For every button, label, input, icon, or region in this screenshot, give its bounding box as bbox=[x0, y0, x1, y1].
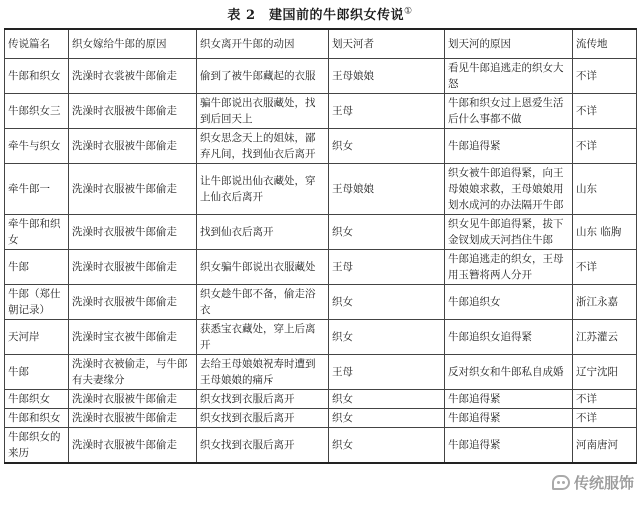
cell-marry-reason: 洗澡时衣服被牛郎偷走 bbox=[69, 164, 197, 215]
cell-title: 牛郎 bbox=[5, 250, 69, 285]
table-title-text: 表 2 建国前的牛郎织女传说 bbox=[227, 8, 404, 23]
cell-marry-reason: 洗澡时宝衣被牛郎偷走 bbox=[69, 320, 197, 355]
header-river-divider: 划天河者 bbox=[329, 29, 445, 59]
legend-table bbox=[4, 28, 637, 464]
cell-leave-motive: 织女找到衣服后离开 bbox=[197, 409, 329, 428]
cell-river-reason: 牛郎追得紧 bbox=[445, 428, 573, 464]
cell-leave-motive: 织女找到衣服后离开 bbox=[197, 428, 329, 464]
header-region: 流传地 bbox=[573, 29, 637, 59]
cell-leave-motive: 骗牛郎说出衣服藏处，找到后回天上 bbox=[197, 94, 329, 129]
table-row bbox=[5, 409, 637, 428]
cell-river-divider: 王母 bbox=[329, 355, 445, 390]
cell-region: 山东 bbox=[573, 164, 637, 215]
cell-title: 牛郎织女的来历 bbox=[5, 428, 69, 464]
table-header-row bbox=[5, 29, 637, 59]
table-row bbox=[5, 59, 637, 94]
cell-title: 牵牛郎一 bbox=[5, 164, 69, 215]
cell-river-divider: 织女 bbox=[329, 428, 445, 464]
table-title-footnote: ① bbox=[404, 6, 413, 17]
table-row bbox=[5, 355, 637, 390]
table-row bbox=[5, 428, 637, 464]
cell-river-reason: 牛郎追得紧 bbox=[445, 409, 573, 428]
cell-region: 不详 bbox=[573, 250, 637, 285]
cell-marry-reason: 洗澡时衣服被牛郎偷走 bbox=[69, 129, 197, 164]
cell-river-divider: 王母娘娘 bbox=[329, 59, 445, 94]
cell-marry-reason: 洗澡时衣服被牛郎偷走 bbox=[69, 390, 197, 409]
cell-leave-motive: 去给王母娘娘祝寿时遭到王母娘娘的痛斥 bbox=[197, 355, 329, 390]
table-row bbox=[5, 390, 637, 409]
cell-river-reason: 牛郎追得紧 bbox=[445, 129, 573, 164]
cell-river-divider: 王母娘娘 bbox=[329, 164, 445, 215]
cell-marry-reason: 洗澡时衣服被牛郎偷走 bbox=[69, 250, 197, 285]
cell-river-reason: 看见牛郎追逃走的织女大怒 bbox=[445, 59, 573, 94]
cell-leave-motive: 获悉宝衣藏处，穿上后离开 bbox=[197, 320, 329, 355]
cell-region: 山东 临朐 bbox=[573, 215, 637, 250]
cell-region: 不详 bbox=[573, 94, 637, 129]
cell-leave-motive: 织女趁牛郎不备，偷走浴衣 bbox=[197, 285, 329, 320]
cell-leave-motive: 织女思念天上的姐妹，鄙弃凡间，找到仙衣后离开 bbox=[197, 129, 329, 164]
cell-region: 不详 bbox=[573, 390, 637, 409]
cell-river-reason: 牛郎追织女 bbox=[445, 285, 573, 320]
cell-marry-reason: 洗澡时衣服被牛郎偷走 bbox=[69, 409, 197, 428]
cell-title: 天河岸 bbox=[5, 320, 69, 355]
cell-river-reason: 牛郎追得紧 bbox=[445, 390, 573, 409]
cell-title: 牛郎织女三 bbox=[5, 94, 69, 129]
table-row bbox=[5, 129, 637, 164]
cell-marry-reason: 洗澡时衣服被牛郎偷走 bbox=[69, 428, 197, 464]
table-row bbox=[5, 215, 637, 250]
table-row bbox=[5, 320, 637, 355]
watermark-text: 传统服饰 bbox=[573, 474, 634, 492]
cell-river-divider: 织女 bbox=[329, 390, 445, 409]
header-river-reason: 划天河的原因 bbox=[445, 29, 573, 59]
cell-marry-reason: 洗澡时衣服被牛郎偷走 bbox=[69, 215, 197, 250]
watermark bbox=[552, 472, 634, 493]
cell-leave-motive: 织女找到衣服后离开 bbox=[197, 390, 329, 409]
table-row bbox=[5, 164, 637, 215]
cell-leave-motive: 找到仙衣后离开 bbox=[197, 215, 329, 250]
cell-leave-motive: 织女骗牛郎说出衣服藏处 bbox=[197, 250, 329, 285]
table-row bbox=[5, 250, 637, 285]
cell-marry-reason: 洗澡时衣服被牛郎偷走 bbox=[69, 285, 197, 320]
cell-river-reason: 牛郎和织女过上恩爱生活后什么事都不做 bbox=[445, 94, 573, 129]
cell-leave-motive: 让牛郎说出仙衣藏处，穿上仙衣后离开 bbox=[197, 164, 329, 215]
wechat-icon bbox=[552, 475, 570, 490]
cell-river-reason: 织女被牛郎追得紧，向王母娘娘求救，王母娘娘用划水成河的办法隔开牛郎 bbox=[445, 164, 573, 215]
cell-title: 牛郎（郑仕朝记录） bbox=[5, 285, 69, 320]
cell-region: 不详 bbox=[573, 129, 637, 164]
cell-title: 牵牛郎和织女 bbox=[5, 215, 69, 250]
cell-river-divider: 织女 bbox=[329, 409, 445, 428]
cell-region: 河南唐河 bbox=[573, 428, 637, 464]
cell-river-divider: 织女 bbox=[329, 285, 445, 320]
cell-river-divider: 王母 bbox=[329, 94, 445, 129]
cell-title: 牛郎和织女 bbox=[5, 409, 69, 428]
cell-marry-reason: 洗澡时衣服被牛郎偷走 bbox=[69, 94, 197, 129]
cell-title: 牛郎织女 bbox=[5, 390, 69, 409]
cell-region: 不详 bbox=[573, 409, 637, 428]
cell-marry-reason: 洗澡时衣被偷走，与牛郎有夫妻缘分 bbox=[69, 355, 197, 390]
cell-river-reason: 织女见牛郎追得紧，拔下金钗划成天河挡住牛郎 bbox=[445, 215, 573, 250]
table-row bbox=[5, 285, 637, 320]
cell-title: 牛郎和织女 bbox=[5, 59, 69, 94]
table-title bbox=[0, 4, 640, 23]
cell-region: 不详 bbox=[573, 59, 637, 94]
cell-river-divider: 织女 bbox=[329, 129, 445, 164]
cell-region: 江苏灌云 bbox=[573, 320, 637, 355]
cell-river-divider: 织女 bbox=[329, 215, 445, 250]
cell-river-divider: 王母 bbox=[329, 250, 445, 285]
cell-leave-motive: 偷到了被牛郎藏起的衣服 bbox=[197, 59, 329, 94]
cell-region: 辽宁沈阳 bbox=[573, 355, 637, 390]
cell-title: 牵牛与织女 bbox=[5, 129, 69, 164]
table-row bbox=[5, 94, 637, 129]
cell-region: 浙江永嘉 bbox=[573, 285, 637, 320]
cell-river-divider: 织女 bbox=[329, 320, 445, 355]
cell-title: 牛郎 bbox=[5, 355, 69, 390]
header-title: 传说篇名 bbox=[5, 29, 69, 59]
header-marry-reason: 织女嫁给牛郎的原因 bbox=[69, 29, 197, 59]
cell-marry-reason: 洗澡时衣裳被牛郎偷走 bbox=[69, 59, 197, 94]
header-leave-motive: 织女离开牛郎的动因 bbox=[197, 29, 329, 59]
cell-river-reason: 反对织女和牛郎私自成婚 bbox=[445, 355, 573, 390]
cell-river-reason: 牛郎追织女追得紧 bbox=[445, 320, 573, 355]
cell-river-reason: 牛郎追逃走的织女，王母用玉簪将两人分开 bbox=[445, 250, 573, 285]
